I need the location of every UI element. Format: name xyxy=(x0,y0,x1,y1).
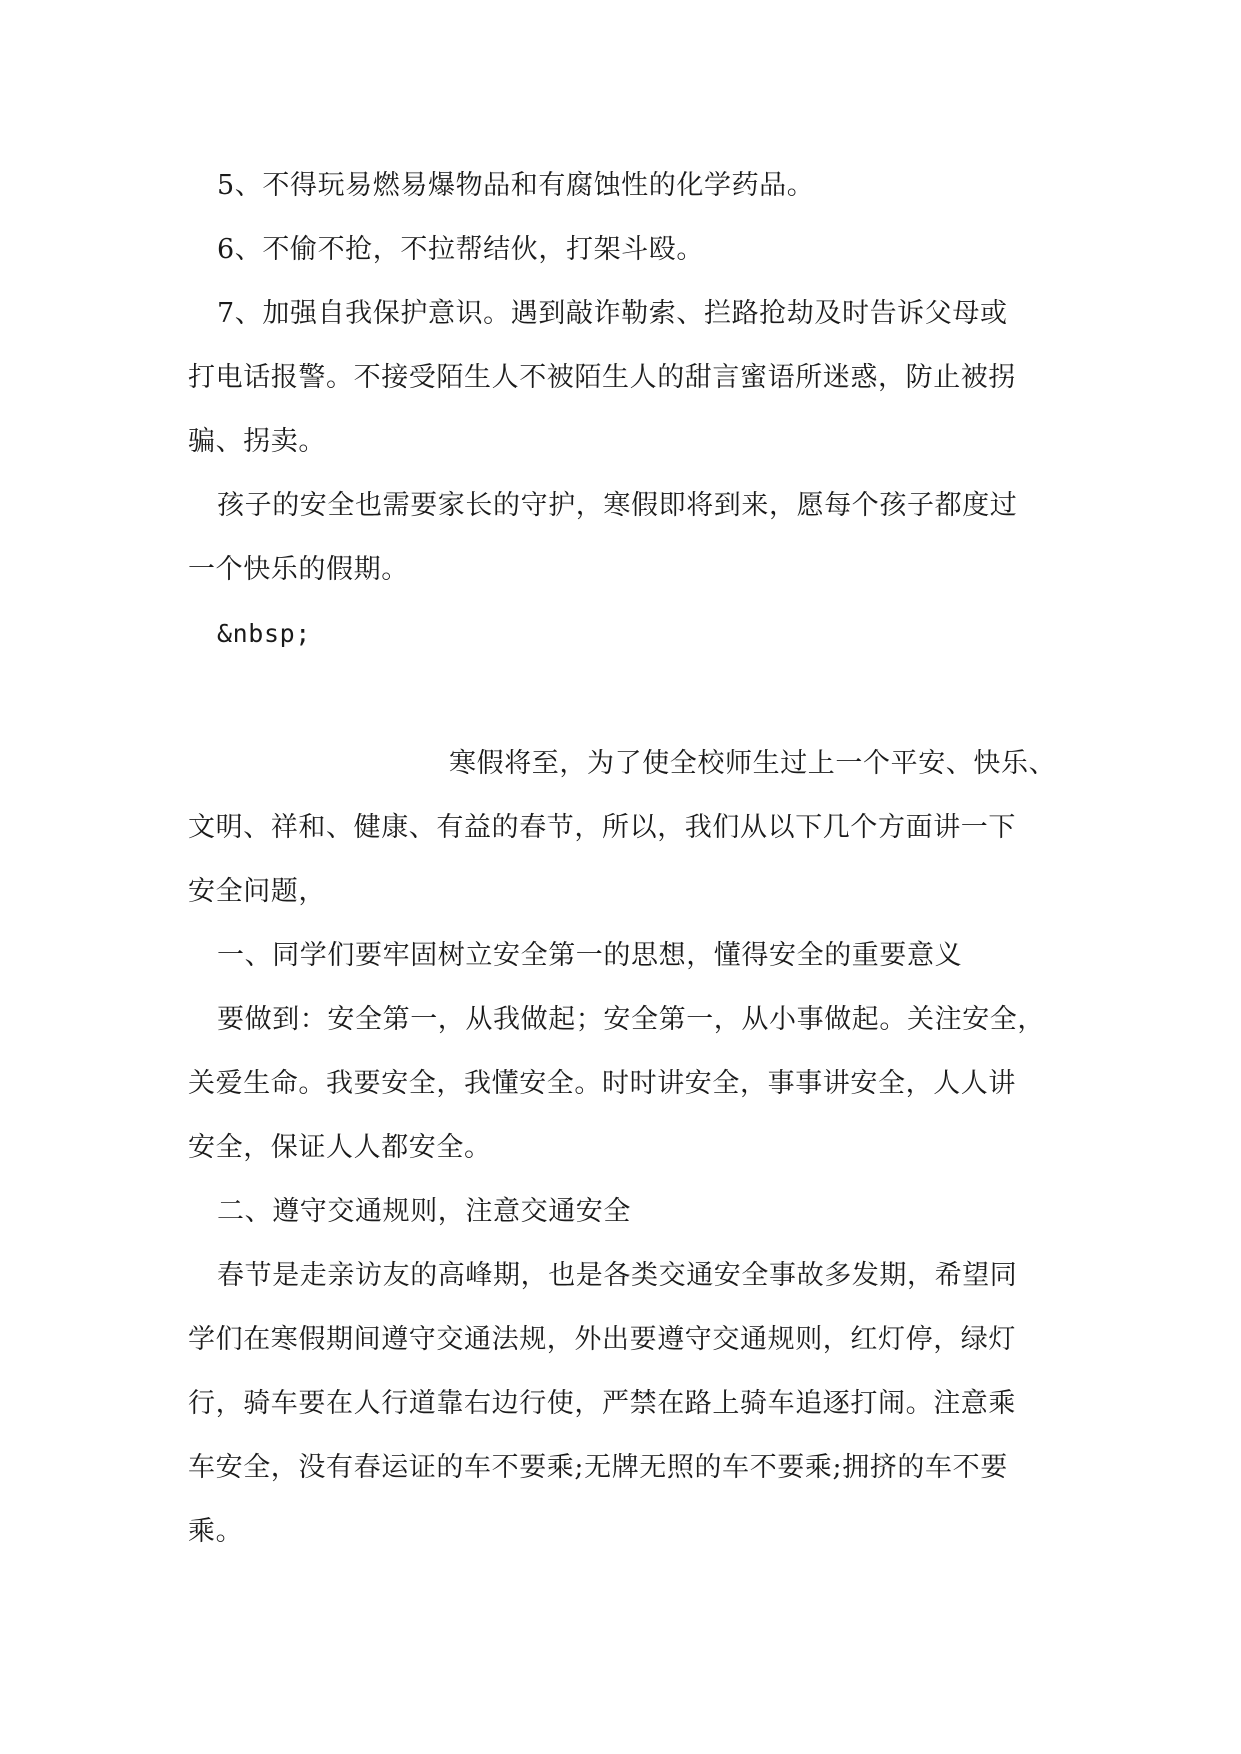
text-line: 行，骑车要在人行道靠右边行使，严禁在路上骑车追逐打闹。注意乘 xyxy=(188,1388,1016,1419)
text-line: 骗、拐卖。 xyxy=(188,426,326,457)
text-line: 关爱生命。我要安全，我懂安全。时时讲安全，事事讲安全，人人讲 xyxy=(188,1068,1016,1099)
text-line: 安全，保证人人都安全。 xyxy=(188,1132,492,1163)
text-line: 5、不得玩易燃易爆物品和有腐蚀性的化学药品。 xyxy=(217,170,815,201)
text-line: &nbsp; xyxy=(217,619,311,648)
text-line: 安全问题， xyxy=(188,876,326,907)
text-line: 文明、祥和、健康、有益的春节，所以，我们从以下几个方面讲一下 xyxy=(188,812,1016,843)
section-heading: 二、遵守交通规则，注意交通安全 xyxy=(217,1196,631,1227)
text-line: 要做到：安全第一，从我做起；安全第一，从小事做起。关注安全， xyxy=(217,1004,1045,1035)
text-line: 6、不偷不抢，不拉帮结伙，打架斗殴。 xyxy=(217,234,704,265)
text-line: 打电话报警。不接受陌生人不被陌生人的甜言蜜语所迷惑，防止被拐 xyxy=(188,362,1016,393)
text-line: 春节是走亲访友的高峰期，也是各类交通安全事故多发期，希望同 xyxy=(217,1260,1018,1291)
text-line: 乘。 xyxy=(188,1516,244,1547)
section-heading: 一、同学们要牢固树立安全第一的思想，懂得安全的重要意义 xyxy=(217,940,963,971)
text-line: 一个快乐的假期。 xyxy=(188,554,409,585)
text-line: 车安全，没有春运证的车不要乘;无牌无照的车不要乘;拥挤的车不要 xyxy=(188,1452,1008,1483)
text-line: 寒假将至，为了使全校师生过上一个平安、快乐、 xyxy=(449,748,1057,779)
text-line: 学们在寒假期间遵守交通法规，外出要遵守交通规则，红灯停，绿灯 xyxy=(188,1324,1016,1355)
text-line: 7、加强自我保护意识。遇到敲诈勒索、拦路抢劫及时告诉父母或 xyxy=(217,298,1008,329)
text-line: 孩子的安全也需要家长的守护，寒假即将到来，愿每个孩子都度过 xyxy=(217,490,1018,521)
